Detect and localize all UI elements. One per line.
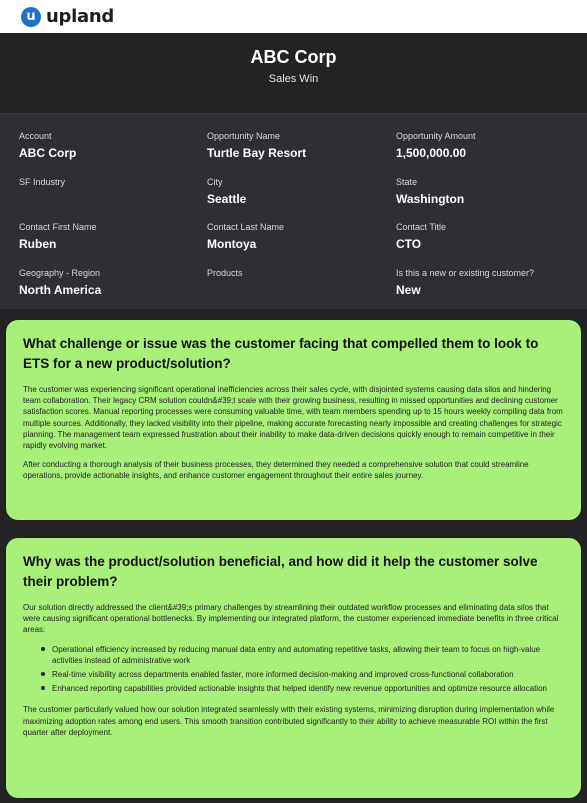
field-label: SF Industry [19,177,66,187]
challenge-paragraph: After conducting a thorough analysis of their business processes, they determined they needed a comprehensive solution that could streamline operations, provide actionable insights, and enhance customer engagement throughout their entire sales journey. [23,460,529,481]
list-item [23,644,565,666]
field-label: Opportunity Name [207,131,281,141]
field-value: Washington [396,192,465,206]
bullet-icon [41,686,45,690]
benefit-list [23,644,565,695]
field-value: 1,500,000.00 [396,146,467,160]
upland-logo-icon: u [21,7,41,27]
field-label: Contact Title [396,222,447,232]
list-item-text: Operational efficiency increased by reducing manual data entry and automating repetitive tasks, allowing their team to focus on high-value activities instead of administrative work [52,644,541,665]
field-value: Turtle Bay Resort [207,146,307,160]
field-label: Contact Last Name [207,222,285,232]
field-contact-last-name [207,222,387,251]
field-opportunity-name [207,131,387,160]
field-label: Contact First Name [19,222,97,232]
top-bar [0,0,587,33]
field-label: City [207,177,223,187]
field-contact-title [396,222,576,251]
page-title: ABC Corp [250,47,337,67]
field-label: Account [19,131,52,141]
field-opportunity-amount [396,131,576,160]
benefit-closing: The customer particularly valued how our solution integrated seamlessly with their existing systems, minimizing disruption during implementation while maximizing adoption rates among end users. This smooth transition contributed significantly to their ability to achieve measurable ROI within the first quarter after deployment. [23,705,555,737]
page-header [0,33,587,113]
field-value: Ruben [19,237,57,251]
field-account [19,131,199,160]
field-contact-first-name [19,222,199,251]
page-subtitle: Sales Win [268,73,319,85]
list-item-text: Real-time visibility across departments enabled faster, more informed decision-making and improved cross-functional collaboration [52,670,514,680]
list-item [23,669,565,680]
field-label: Is this a new or existing customer? [396,268,535,278]
field-sf-industry [19,177,199,192]
field-value: Seattle [207,192,247,206]
field-state [396,177,576,206]
details-panel [0,113,587,309]
bullet-icon [41,647,45,651]
field-label: Products [207,268,243,278]
field-value: North America [19,283,102,297]
list-item [23,683,565,694]
upland-logo-text: upland [46,6,114,27]
field-customer-type [396,268,581,297]
challenge-paragraph: The customer was experiencing significant operational inefficiencies across their sales cycle, with disjointed systems causing data silos and hindering team collaboration. Their legacy CRM solution couldn&#39;t scale with their growing business, resulting in missed opportunities and declining customer satisfaction scores. Manual reporting processes were consuming valuable time, with team members spending up to 15 hours weekly compiling data from multiple sources. Additionally, they lacked visibility into their pipeline, making accurate forecasting nearly impossible and creating challenges for strategic planning. The management team expressed frustration about their inability to make data-driven decisions quickly enough to remain competitive in their rapidly evolving market. [23,385,563,451]
benefit-heading: Why was the product/solution beneficial, and how did it help the customer solve their problem? [23,554,538,589]
challenge-card [6,320,581,520]
benefit-intro: Our solution directly addressed the client&#39;s primary challenges by streamlining their outdated workflow processes and eliminating data silos that were causing significant operational bottlenecks. By implementing our integrated platform, the customer experienced immediate benefits in three critical areas: [23,603,559,635]
list-item-text: Enhanced reporting capabilities provided actionable insights that helped identify new revenue opportunities and optimize resource allocation [52,684,547,694]
challenge-heading: What challenge or issue was the customer facing that compelled them to look to ETS for a new product/solution? [23,336,539,371]
benefit-card [6,538,581,798]
field-value: CTO [396,237,422,251]
field-label: Opportunity Amount [396,131,476,141]
field-value: ABC Corp [19,146,77,160]
field-label: Geography - Region [19,268,101,278]
field-products [207,268,387,283]
bullet-icon [41,672,45,676]
field-value: Montoya [207,237,257,251]
field-city [207,177,387,206]
field-label: State [396,177,418,187]
field-value: New [396,283,421,297]
field-geography-region [19,268,199,297]
